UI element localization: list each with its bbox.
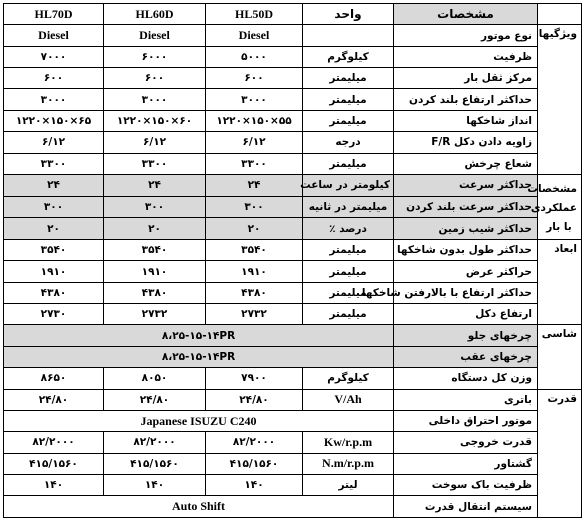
table-row [4,389,582,410]
spec-label: چرخهای جلو [394,325,538,346]
value-hl50d: ۲۷۳۲ [206,304,303,325]
value-hl60d: ۳۰۰ [104,196,206,218]
spec-label: چرخهای عقب [394,346,538,367]
value-hl50d: ۲۰ [206,218,303,240]
value-hl70d: ۲۰ [4,218,104,240]
table-row [4,218,582,240]
value-hl50d: ۳۰۰ [206,196,303,218]
spec-label: حداکثر ارتفاع با بالارفتن شاخکها [394,282,538,303]
value-hl60d: ۲۴/۸۰ [104,389,206,410]
value-hl70d: ۲۴ [4,174,104,196]
unit-cell: کیلوگرم [303,368,394,389]
table-row [4,475,582,496]
value-hl60d: ۴۳۸۰ [104,282,206,303]
table-row [4,196,582,218]
spec-label: انداز شاخکها [394,110,538,131]
value-hl60d: ۸۲/۲۰۰۰ [104,432,206,453]
value-hl70d: ۱۴۰ [4,475,104,496]
table-row [4,496,582,518]
value-hl50d: ۸۲/۲۰۰۰ [206,432,303,453]
merged-value: ۸،۲۵-۱۵-۱۴PR [4,325,394,346]
spec-label: قدرت خروجی [394,432,538,453]
spec-label: ظرفیت [394,46,538,67]
value-hl60d: ۴۱۵/۱۵۶۰ [104,453,206,474]
value-hl60d: ۱۴۰ [104,475,206,496]
category-features: ویژگیها [538,25,582,175]
spec-label: سیستم انتقال قدرت [394,496,538,518]
value-hl50d: ۳۵۴۰ [206,240,303,261]
spec-label: زاویه دادن دکل F/R [394,132,538,153]
spec-label: حداکثر طول بدون شاخکها [394,240,538,261]
table-row [4,453,582,474]
value-hl50d: ۴۱۵/۱۵۶۰ [206,453,303,474]
unit-cell: N.m/r.p.m [303,453,394,474]
value-hl50d: ۱۲۲۰×۱۵۰×۵۵ [206,110,303,131]
model-header-hl70d: HL70D [4,4,104,25]
merged-value: ۸،۲۵-۱۵-۱۴PR [4,346,394,367]
table-row [4,132,582,153]
unit-cell: میلیمتر در ثانیه [303,196,394,218]
unit-cell [303,25,394,46]
value-hl60d: ۳۳۰۰ [104,153,206,174]
spec-label: ارتفاع دکل [394,304,538,325]
value-hl60d: ۲۴ [104,174,206,196]
value-hl50d: ۶۰۰ [206,68,303,89]
unit-cell: کیلوگرم [303,46,394,67]
unit-cell: لیتر [303,475,394,496]
unit-cell: درجه [303,132,394,153]
value-hl70d: ۸۶۵۰ [4,368,104,389]
value-hl50d: ۲۴ [206,174,303,196]
value-hl50d: ۷۹۰۰ [206,368,303,389]
value-hl60d: ۱۲۲۰×۱۵۰×۶۰ [104,110,206,131]
value-hl60d: Diesel [104,25,206,46]
value-hl70d: ۶۰۰ [4,68,104,89]
table-row [4,110,582,131]
table-row [4,368,582,389]
category-header [538,4,582,25]
value-hl70d: ۳۰۰ [4,196,104,218]
unit-cell: میلیمتر [303,89,394,110]
value-hl70d: ۳۵۴۰ [4,240,104,261]
value-hl70d: Diesel [4,25,104,46]
spec-header: مشخصات [394,4,538,25]
value-hl70d: ۶/۱۲ [4,132,104,153]
header-row [4,4,582,25]
spec-label: حداکثر شیب زمین [394,218,538,240]
table-row [4,325,582,346]
table-row [4,68,582,89]
table-row [4,174,582,196]
value-hl60d: ۶/۱۲ [104,132,206,153]
table-row [4,261,582,282]
value-hl70d: ۴۱۵/۱۵۶۰ [4,453,104,474]
value-hl50d: ۶/۱۲ [206,132,303,153]
merged-value: Auto Shift [4,496,394,518]
spec-label: حداکثر ارتفاع بلند کردن [394,89,538,110]
value-hl70d: ۱۲۲۰×۱۵۰×۶۵ [4,110,104,131]
unit-cell: درصد ٪ [303,218,394,240]
table-row [4,153,582,174]
unit-cell: میلیمتر [303,110,394,131]
table-row [4,432,582,453]
value-hl50d: ۵۰۰۰ [206,46,303,67]
table-row [4,46,582,67]
spec-label: حراکثر عرض [394,261,538,282]
spec-label: گشتاور [394,453,538,474]
value-hl50d: Diesel [206,25,303,46]
spec-label: باتری [394,389,538,410]
unit-cell: میلیمتر [303,68,394,89]
model-header-hl50d: HL50D [206,4,303,25]
spec-label: حداکثر سرعت بلند کردن [394,196,538,218]
unit-cell: میلیمتر [303,304,394,325]
category-dimensions: ابعاد [538,240,582,325]
value-hl70d: ۸۲/۲۰۰۰ [4,432,104,453]
table-row [4,89,582,110]
value-hl60d: ۸۰۵۰ [104,368,206,389]
spec-table [3,3,582,518]
table-row [4,304,582,325]
value-hl50d: ۱۴۰ [206,475,303,496]
value-hl60d: ۲۰ [104,218,206,240]
spec-label: نوع موتور [394,25,538,46]
unit-header: واحد [303,4,394,25]
value-hl70d: ۳۰۰۰ [4,89,104,110]
value-hl50d: ۳۳۰۰ [206,153,303,174]
category-performance: مشخصات عملکردی با بار [538,174,582,239]
spec-label: وزن کل دستگاه [394,368,538,389]
unit-cell: میلیمتر [303,153,394,174]
model-header-hl60d: HL60D [104,4,206,25]
value-hl70d: ۷۰۰۰ [4,46,104,67]
spec-label: موتور احتراق داخلی [394,410,538,431]
value-hl60d: ۳۰۰۰ [104,89,206,110]
spec-label: مرکز ثقل بار [394,68,538,89]
value-hl70d: ۱۹۱۰ [4,261,104,282]
value-hl70d: ۳۳۰۰ [4,153,104,174]
category-power: قدرت [538,389,582,517]
spec-label: ظرفیت باک سوخت [394,475,538,496]
unit-cell: V/Ah [303,389,394,410]
value-hl60d: ۱۹۱۰ [104,261,206,282]
unit-cell: Kw/r.p.m [303,432,394,453]
unit-cell: میلیمتر [303,240,394,261]
table-row [4,410,582,431]
value-hl50d: ۴۳۸۰ [206,282,303,303]
value-hl50d: ۳۰۰۰ [206,89,303,110]
value-hl60d: ۶۰۰ [104,68,206,89]
value-hl60d: ۲۷۳۲ [104,304,206,325]
value-hl60d: ۶۰۰۰ [104,46,206,67]
table-row [4,346,582,367]
table-row [4,240,582,261]
value-hl70d: ۴۳۸۰ [4,282,104,303]
value-hl50d: ۲۴/۸۰ [206,389,303,410]
spec-label: حداکثر سرعت [394,174,538,196]
unit-cell: کیلومتر در ساعت [303,174,394,196]
category-chassis: شاسی [538,325,582,389]
unit-cell: میلیمتر [303,261,394,282]
table-row [4,282,582,303]
value-hl70d: ۲۴/۸۰ [4,389,104,410]
merged-value: Japanese ISUZU C240 [4,410,394,431]
spec-label: شعاع چرخش [394,153,538,174]
value-hl70d: ۲۷۳۰ [4,304,104,325]
value-hl60d: ۳۵۴۰ [104,240,206,261]
value-hl50d: ۱۹۱۰ [206,261,303,282]
unit-cell: میلیمتر [303,282,394,303]
table-row [4,25,582,46]
